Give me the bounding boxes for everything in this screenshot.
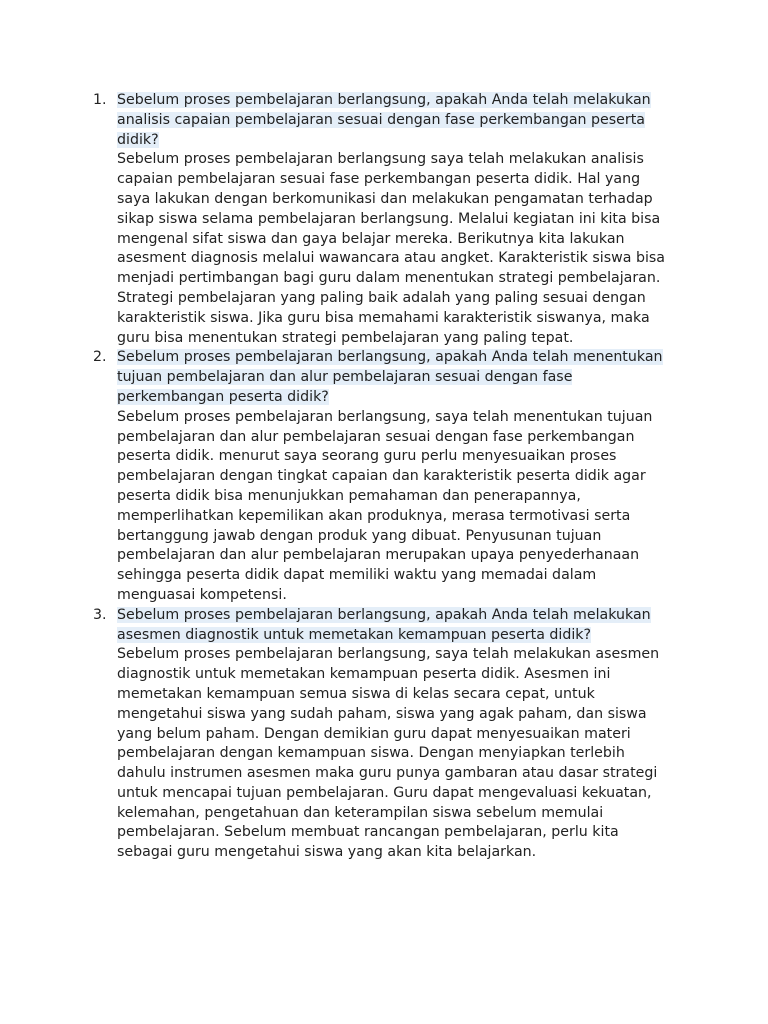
question-text xyxy=(117,91,677,150)
question-highlight: Sebelum proses pembelajaran berlangsung, apakah Anda telah menentukan tujuan pembelajaran dan alur pembelajaran sesuai dengan fase perkembangan peserta didik? xyxy=(117,349,663,405)
answer-text: Sebelum proses pembelajaran berlangsung, saya telah menentukan tujuan pembelajaran dan alur pembelajaran sesuai dengan fase perkembangan peserta didik. menurut saya seorang guru perlu menyesuaikan proses pembelajaran dengan tingkat capaian dan karakteristik peserta didik agar peserta didik bisa menunjukkan pemahaman dan penerapannya, memperlihatkan kepemilikan akan produknya, merasa termotivasi serta bertanggung jawab dengan produk yang dibuat. Penyusunan tujuan pembelajaran dan alur pembelajaran merupakan upaya penyederhanaan sehingga peserta didik dapat memiliki waktu yang memadai dalam menguasai kompetensi. xyxy=(117,408,653,603)
list-item-1 xyxy=(0,91,677,348)
question-list xyxy=(0,91,768,863)
question-highlight: Sebelum proses pembelajaran berlangsung, apakah Anda telah melakukan asesmen diagnostik untuk memetakan kemampuan peserta didik? xyxy=(117,606,651,643)
question-text xyxy=(117,606,677,646)
list-number: 1. xyxy=(93,92,107,108)
answer-text: Sebelum proses pembelajaran berlangsung saya telah melakukan analisis capaian pembelajaran sesuai fase perkembangan peserta didik. Hal yang saya lakukan dengan berkomunikasi dan melakukan pengamatan terhadap sikap siswa selama pembelajaran berlangsung. Melalui kegiatan ini kita bisa mengenal sifat siswa dan gaya belajar mereka. Berikutnya kita lakukan asesment diagnosis melalui wawancara atau angket. Karakteristik siswa bisa menjadi pertimbangan bagi guru dalam menentukan strategi pembelajaran. Strategi pembelajaran yang paling baik adalah yang paling sesuai dengan karakteristik siswa. Jika guru bisa memahami karakteristik siswanya, maka guru bisa menentukan strategi pembelajaran yang paling tepat. xyxy=(117,151,665,346)
list-item-3 xyxy=(0,606,677,863)
answer-text: Sebelum proses pembelajaran berlangsung, saya telah melakukan asesmen diagnostik untuk memetakan kemampuan peserta didik. Asesmen ini memetakan kemampuan semua siswa di kelas secara cepat, untuk mengetahui siswa yang sudah paham, siswa yang agak paham, dan siswa yang belum paham. Dengan demikian guru dapat menyesuaikan materi pembelajaran dengan kemampuan siswa. Dengan menyiapkan terlebih dahulu instrumen asesmen maka guru punya gambaran atau dasar strategi untuk mencapai tujuan pembelajaran. Guru dapat mengevaluasi kekuatan, kelemahan, pengetahuan dan keterampilan siswa sebelum memulai pembelajaran. Sebelum membuat rancangan pembelajaran, perlu kita sebagai guru mengetahui siswa yang akan kita belajarkan. xyxy=(117,646,660,861)
document-page xyxy=(0,91,768,863)
question-text xyxy=(117,348,677,407)
list-item-2 xyxy=(0,348,677,605)
list-number: 2. xyxy=(93,349,107,366)
question-highlight: Sebelum proses pembelajaran berlangsung, apakah Anda telah melakukan analisis capaian pembelajaran sesuai dengan fase perkembangan peserta didik? xyxy=(117,92,651,148)
list-number: 3. xyxy=(93,606,107,623)
